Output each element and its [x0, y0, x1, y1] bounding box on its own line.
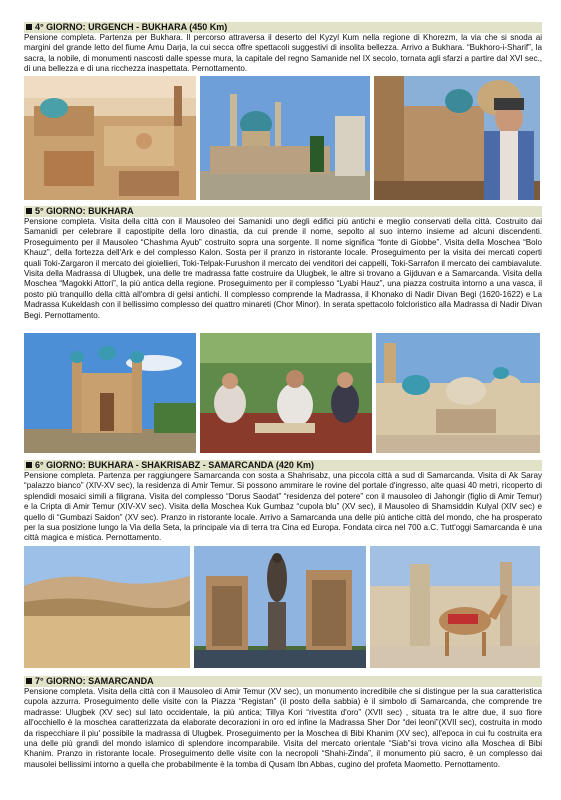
day-7-header	[24, 676, 542, 687]
day-7-text: Pensione completa. Visita della città con il Mausoleo di Amir Temur (XV sec), un monumento incredibile che si distingue per la sua caratteristica cupola azzurra. Proseguimento delle visite con la Piazza “Registan” (il posto della sabbia) è il simbolo di Samarcanda, che comprende tre madrasse: Ulugbek (XV sec) sul lato occidentale, la più antica; Tillya Kori “rivestita d'oro” (XVII sec) , situata tra le altre due, il suo fiore all'occhiello è la moschea caratterizzata da elaborate decorazioni in oro ed infine la Madrassa Sher Dor “dei leoni”(XVII sec), costruita in modo da rispecchiare il piu' possibile la madrassa di Ulugbek. Proseguimento per la Moschea di Bibi Khanim (XV sec), all'epoca in cui fu costruita era una delle più grandi del mondo islamico di splendore incomparabile. Visita del mercato orientale “Siab”si trova vicino alla Moschea di Bibi Khanim. Pranzo in ristorante locale. Proseguimento delle visite con la necropoli “Shahi-Zinda”, il monumento più sacro, è un complesso dai mausolei bellissimi intorno a quella che probabilmente è la tomba di Qusam Ibn Abbas, cugino del profeta Maometto. Pernottamento.	[24, 687, 542, 769]
chaikhana-photo	[200, 333, 372, 453]
bukhara-domes-photo	[376, 333, 540, 453]
bullet-square-icon	[26, 678, 32, 684]
day-4-title: 4° GIORNO: URGENCH - BUKHARA (450 Km)	[35, 22, 228, 32]
day-6-text: Pensione completa. Partenza per raggiungere Samarcanda con sosta a Shahrisabz, una piccola città a sud di Samarcanda. Visita di Ak Saray “palazzo bianco” (XIV-XV sec), la residenza di Amir Temur. Si possono ammirare le rovine del portale d'ingresso, alte quasi 40 metri, ricoperto di splendidi mosaici simili a filigrana. Visita del complesso “Dorus Saodat” “residenza del potere” con il mausoleo di Jahongir (figlio di Amir Temur) e la Cripta di Amir Temur (XIV-XV sec). Visita della Moschea Kuk Gumbaz “cupola blu” (XV sec), il Mausoleo di Shamsiddin Kulyal (XIV sec) e quello di “Gumbazi Saidon” (XV sec). Pranzo in ristorante locale. Arrivo a Samarcanda una delle più antiche città del mondo, che ha prosperato per la sua posizione lungo la Via della Seta, la principale via di terra tra Cina ed Europa. Fondata circa nel 700 a.C. Tutt'oggi Samarcanda è una città magica e mistica. Pernottamento.	[24, 471, 542, 543]
chor-minor-photo	[24, 333, 196, 453]
day-4-text: Pensione completa. Partenza per Bukhara. Il percorso attraversa il deserto del Kyzyl Kum nella regione di Khorezm, la via che si snoda ai margini del grande letto del fiume Amu Darja, la cui secca offre spettacoli suggestivi di insolita bellezza. Arrivo a Bukhara. “Bukhoro-i-Sharif”, la sacra, la nobile, di monumenti nascosti dalle spesse mura, la capitale del regno Samanide nel IX secolo, tornata agli sfarzi a partire dal XVI sec., di una bellezza e di una ricchezza inaspettata. Pernottamento.	[24, 33, 542, 74]
day-5-title: 5° GIORNO: BUKHARA	[35, 206, 134, 216]
bukhara-aerial-photo	[24, 76, 196, 200]
gur-emir-photo	[200, 76, 370, 200]
day-6-title: 6° GIORNO: BUKHARA - SHAKRISABZ - SAMARCANDA (420 Km)	[35, 460, 314, 470]
ak-saray-photo	[194, 546, 366, 668]
bullet-square-icon	[26, 24, 32, 30]
bullet-square-icon	[26, 208, 32, 214]
bullet-square-icon	[26, 462, 32, 468]
camel-photo	[370, 546, 540, 668]
desert-cliffs-photo	[24, 546, 190, 668]
day-7-title: 7° GIORNO: SAMARCANDA	[35, 676, 154, 686]
day-6-header	[24, 460, 542, 471]
bukhara-elder-photo	[374, 76, 540, 200]
day-5-text: Pensione completa. Visita della città con il Mausoleo dei Samanidi uno degli edifici più antichi e meglio conservati della città. Costruito dai Samanidi per celebrare il capostipite della loro dinastia, da cui prende il nome, sepolto al suo interno insieme ad alcuni discendenti. Proseguimento per il Mausoleo “Chashma Ayub” costruito sopra una sorgente. Il nome significa “fonte di Giobbe”. Visita della Moschea “Bolo Khauz”, della fortezza dell'Ark e del complesso Kalon. Sosta per il pranzo in ristorante locale. Proseguimento per la visita dei mercati coperti quali Toki-Zargaron il mercato dei gioiellieri, Toki-Telpak-Furushon il mercato dei venditori dei cappelli, Toki-Sarrafon il mercato dei cambiavalute. Visita della Madrassa di Ulugbek, una delle tre madrassa fatte costruire da Ulugbek, le altre si trovano a Gijduvan e a Samarcanda. Visita della Moschea “Magokki Attori”, la più antica della regione. Proseguimento per il complesso “Lyabi Hauz”, una piazza costruita intorno a una vasca, il posto più tranquillo della città all'ombra di gelsi antichi. Il complesso comprende la Madrassa, il Khonako di Nadir Divan Begi (1620-1622) e La Madrassa Kukeldash con il bellissimo complesso dei quattro minareti (Chor Minor). In serata spettacolo folcloristico alla Madrassa di Nadir Divan Begi. Pernottamento.	[24, 217, 542, 320]
day-5-header	[24, 206, 542, 217]
day-4-header	[24, 22, 542, 33]
